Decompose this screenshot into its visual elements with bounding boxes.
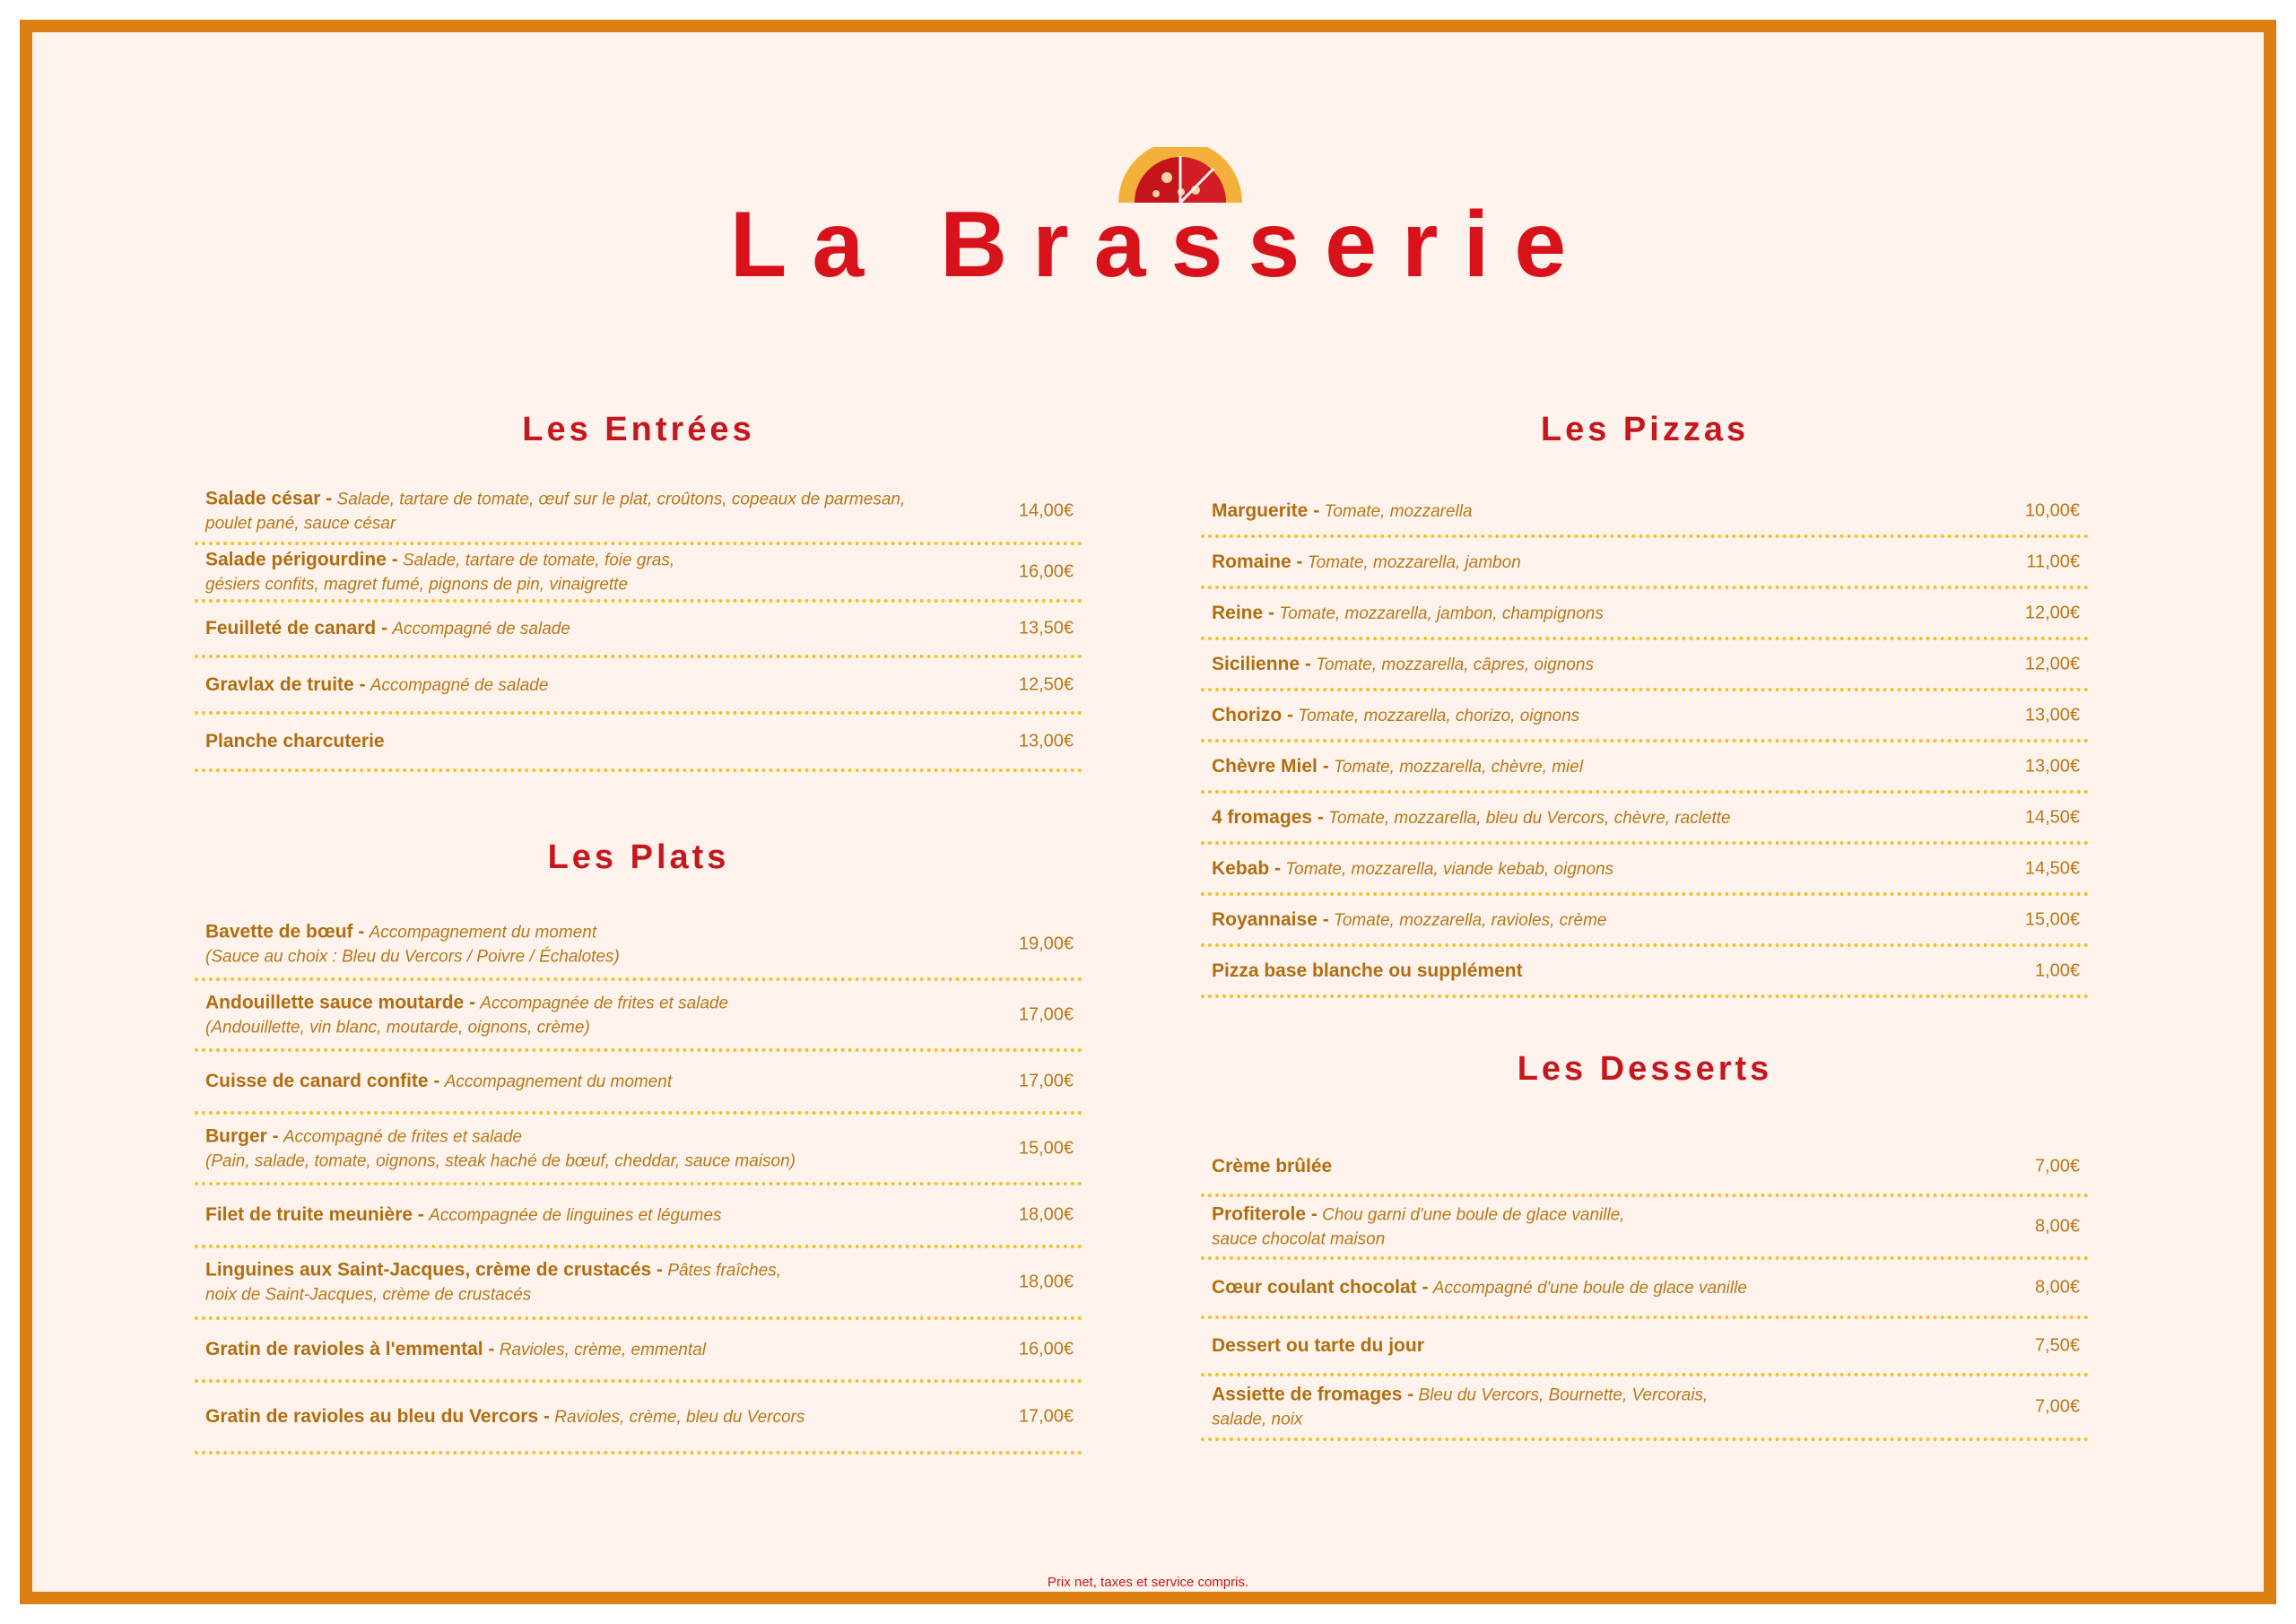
section-title-desserts: Les Desserts xyxy=(1517,1050,1773,1088)
menu-page xyxy=(20,20,2276,1604)
menu-item-description-line2: salade, noix xyxy=(1212,1410,1303,1429)
menu-item xyxy=(195,481,1083,545)
section-entrees xyxy=(195,407,1083,751)
menu-item-text xyxy=(205,920,939,969)
menu-item-text xyxy=(1212,1333,1945,1359)
section-plats xyxy=(195,835,1083,1427)
menu-item-name: Bavette de bœuf - xyxy=(205,921,365,942)
menu-item-description: Salade, tartare de tomate, foie gras, xyxy=(403,551,675,570)
menu-item-text xyxy=(205,673,939,698)
menu-item-name: Planche charcuterie xyxy=(205,731,385,751)
menu-item-name: Burger - xyxy=(205,1125,279,1146)
menu-item-price: 1,00€ xyxy=(2034,960,2080,980)
menu-item-price: 10,00€ xyxy=(2024,500,2080,520)
menu-item-price: 13,00€ xyxy=(1018,731,1074,751)
menu-item-text xyxy=(205,1337,939,1362)
menu-item-price: 16,00€ xyxy=(1018,1339,1074,1359)
menu-item-name: Gratin de ravioles à l'emmental - xyxy=(205,1339,495,1359)
menu-item-text xyxy=(1212,652,1945,677)
menu-item-description-line2: (Andouillette, vin blanc, moutarde, oignons, crème) xyxy=(205,1018,590,1037)
menu-item-description: Accompagnement du moment xyxy=(444,1073,673,1091)
menu-item-name: Salade périgourdine - xyxy=(205,549,398,570)
menu-item-text xyxy=(1212,703,1945,728)
menu-item-description: Bleu du Vercors, Bournette, Vercorais, xyxy=(1418,1385,1709,1405)
menu-item xyxy=(195,1320,1083,1383)
menu-item-price: 12,50€ xyxy=(1018,674,1074,694)
menu-item-description-line2: noix de Saint-Jacques, crème de crustacés xyxy=(205,1285,532,1305)
menu-item-text xyxy=(205,1069,939,1094)
menu-item xyxy=(1201,1140,2089,1197)
menu-item xyxy=(195,545,1083,603)
menu-item-text xyxy=(205,990,939,1039)
menu-item-price: 7,50€ xyxy=(2034,1335,2080,1356)
section-title-entrees: Les Entrées xyxy=(522,411,755,448)
menu-item-name: Andouillette sauce moutarde - xyxy=(205,992,476,1012)
menu-item-name: Cœur coulant chocolat - xyxy=(1212,1277,1429,1298)
menu-item-price: 13,50€ xyxy=(1018,618,1074,638)
menu-item xyxy=(195,1248,1083,1320)
menu-item-description: Salade, tartare de tomate, œuf sur le plat, croûtons, copeaux de parmesan, xyxy=(336,490,906,509)
menu-item-name: Royannaise - xyxy=(1212,908,1329,930)
menu-item-price: 14,50€ xyxy=(2024,807,2080,827)
menu-item-description: Tomate, mozzarella, viande kebab, oignons xyxy=(1285,859,1614,879)
menu-item-description: Accompagnement du moment xyxy=(369,923,597,942)
menu-item xyxy=(1201,794,2089,845)
menu-item-price: 11,00€ xyxy=(2026,551,2080,571)
menu-item xyxy=(1201,1197,2089,1260)
menu-item-price: 18,00€ xyxy=(1018,1272,1074,1292)
menu-item-price: 7,00€ xyxy=(2034,1396,2080,1417)
menu-item-name: Assiette de fromages - xyxy=(1212,1384,1414,1405)
menu-item-name: Chèvre Miel - xyxy=(1212,755,1329,777)
menu-item-description: Pâtes fraîches, xyxy=(667,1261,782,1281)
menu-item xyxy=(1201,947,2089,998)
menu-item-text xyxy=(1212,550,1945,575)
menu-item-text xyxy=(205,1203,939,1228)
menu-item-name: Profiterole - xyxy=(1212,1203,1318,1225)
menu-item-text xyxy=(1212,1203,1945,1252)
menu-item-text xyxy=(205,1258,939,1307)
menu-item-name: 4 fromages - xyxy=(1212,806,1324,828)
menu-item-text xyxy=(1212,908,1945,933)
menu-item-name: Linguines aux Saint-Jacques, crème de crustacés - xyxy=(205,1259,664,1281)
menu-item-price: 13,00€ xyxy=(2024,756,2080,776)
menu-item-text xyxy=(1212,1383,1945,1432)
menu-item-description: Tomate, mozzarella, câpres, oignons xyxy=(1316,655,1594,674)
menu-item-name: Crème brûlée xyxy=(1212,1156,1333,1177)
menu-item-description: Tomate, mozzarella, ravioles, crème xyxy=(1334,910,1607,930)
menu-item-text xyxy=(1212,856,1945,881)
menu-item-name: Gravlax de truite - xyxy=(205,673,366,695)
menu-item-name: Cuisse de canard confite - xyxy=(205,1071,440,1091)
menu-item-text xyxy=(1212,1275,1945,1300)
menu-item xyxy=(195,658,1083,715)
menu-item-description: Accompagné de salade xyxy=(392,620,570,638)
menu-item-price: 15,00€ xyxy=(2024,909,2080,929)
menu-item-price: 12,00€ xyxy=(2024,603,2080,622)
menu-item-text xyxy=(1212,499,1945,524)
menu-item-price: 17,00€ xyxy=(1018,1406,1074,1427)
menu-item-price: 18,00€ xyxy=(1018,1204,1074,1225)
menu-item-name: Salade césar - xyxy=(205,488,333,509)
menu-item-text xyxy=(1212,601,1945,626)
menu-item-name: Marguerite - xyxy=(1212,499,1320,521)
menu-item-text xyxy=(1212,959,1945,984)
menu-item-description: Accompagné d'une boule de glace vanille xyxy=(1432,1279,1747,1298)
menu-item-text xyxy=(205,729,939,754)
footer-note: Prix net, taxes et service compris. xyxy=(1047,1575,1249,1590)
menu-item xyxy=(195,1185,1083,1248)
menu-item-name: Sicilienne - xyxy=(1212,653,1311,674)
menu-item-price: 13,00€ xyxy=(2024,705,2080,725)
menu-item-name: Kebab - xyxy=(1212,857,1282,879)
menu-item-price: 14,00€ xyxy=(1018,500,1074,521)
section-title-pizzas: Les Pizzas xyxy=(1540,411,1750,448)
menu-item xyxy=(1201,1260,2089,1319)
menu-item-price: 7,00€ xyxy=(2034,1156,2080,1177)
menu-item-price: 8,00€ xyxy=(2034,1216,2080,1237)
menu-item xyxy=(1201,1376,2089,1441)
menu-item-description: Tomate, mozzarella, bleu du Vercors, chèvre, raclette xyxy=(1328,808,1731,828)
menu-item-price: 17,00€ xyxy=(1018,1004,1074,1024)
menu-item-name: Reine - xyxy=(1212,602,1275,623)
menu-item-text xyxy=(205,487,939,536)
menu-item-name: Gratin de ravioles au bleu du Vercors - xyxy=(205,1406,550,1427)
menu-item-name: Pizza base blanche ou supplément xyxy=(1212,960,1523,981)
menu-item xyxy=(1201,640,2089,691)
menu-item-text xyxy=(205,1124,939,1173)
menu-item xyxy=(1201,538,2089,589)
menu-item-description-line2: (Sauce au choix : Bleu du Vercors / Poivre / Échalotes) xyxy=(205,947,620,967)
menu-item-price: 12,00€ xyxy=(2024,654,2080,673)
section-title-plats: Les Plats xyxy=(547,838,730,876)
menu-item-name: Dessert ou tarte du jour xyxy=(1212,1335,1424,1356)
menu-item xyxy=(195,1052,1083,1115)
menu-item-price: 19,00€ xyxy=(1018,934,1074,954)
menu-item xyxy=(1201,896,2089,947)
menu-item-price: 16,00€ xyxy=(1018,561,1074,582)
menu-item-text xyxy=(205,548,939,597)
menu-item-price: 14,50€ xyxy=(2024,858,2080,878)
menu-item-text xyxy=(1212,805,1945,830)
menu-item xyxy=(1201,743,2089,794)
menu-item-description: Ravioles, crème, bleu du Vercors xyxy=(554,1408,805,1427)
menu-item-description: Accompagné de salade xyxy=(370,675,549,695)
menu-item-price: 15,00€ xyxy=(1018,1138,1074,1158)
menu-item-description: Tomate, mozzarella xyxy=(1324,501,1473,521)
menu-item-name: Chorizo - xyxy=(1212,704,1293,725)
menu-item xyxy=(1201,589,2089,640)
menu-item-description: Accompagné de frites et salade xyxy=(283,1127,523,1146)
menu-item-description-line2: poulet pané, sauce césar xyxy=(205,514,396,534)
menu-item-name: Filet de truite meunière - xyxy=(205,1204,424,1225)
menu-item-text xyxy=(205,1404,939,1429)
menu-item-description: Accompagnée de linguines et légumes xyxy=(429,1206,722,1225)
menu-item-description: Tomate, mozzarella, jambon, champignons xyxy=(1279,604,1604,623)
menu-item-description-line2: sauce chocolat maison xyxy=(1212,1229,1386,1249)
menu-item xyxy=(195,981,1083,1052)
menu-item-text xyxy=(1212,1154,1945,1179)
menu-item-name: Romaine - xyxy=(1212,551,1303,572)
menu-item xyxy=(195,603,1083,658)
menu-item-name: Feuilleté de canard - xyxy=(205,618,388,638)
restaurant-title: La Brasserie xyxy=(729,193,1592,297)
menu-item-description-line2: (Pain, salade, tomate, oignons, steak haché de bœuf, cheddar, sauce maison) xyxy=(205,1151,796,1170)
menu-item xyxy=(1201,1319,2089,1376)
menu-item-text xyxy=(1212,754,1945,779)
menu-item-text xyxy=(205,616,939,641)
menu-item xyxy=(195,715,1083,772)
menu-item-price: 17,00€ xyxy=(1018,1071,1074,1091)
menu-item xyxy=(195,1383,1083,1455)
menu-item xyxy=(195,911,1083,981)
menu-item-description: Accompagnée de frites et salade xyxy=(480,994,729,1012)
menu-item-description-line2: gésiers confits, magret fumé, pignons de pin, vinaigrette xyxy=(205,575,629,595)
section-desserts xyxy=(1201,1046,2089,1429)
section-pizzas xyxy=(1201,407,2089,981)
menu-item xyxy=(1201,845,2089,896)
menu-item xyxy=(195,1115,1083,1185)
menu-item-description: Tomate, mozzarella, chorizo, oignons xyxy=(1298,706,1580,725)
menu-item-description: Ravioles, crème, emmental xyxy=(499,1341,706,1359)
menu-item-price: 8,00€ xyxy=(2034,1277,2080,1298)
menu-item xyxy=(1201,691,2089,743)
menu-item xyxy=(1201,487,2089,538)
menu-item-description: Chou garni d'une boule de glace vanille, xyxy=(1322,1205,1625,1225)
menu-item-description: Tomate, mozzarella, jambon xyxy=(1307,552,1521,572)
menu-item-description: Tomate, mozzarella, chèvre, miel xyxy=(1334,757,1584,777)
